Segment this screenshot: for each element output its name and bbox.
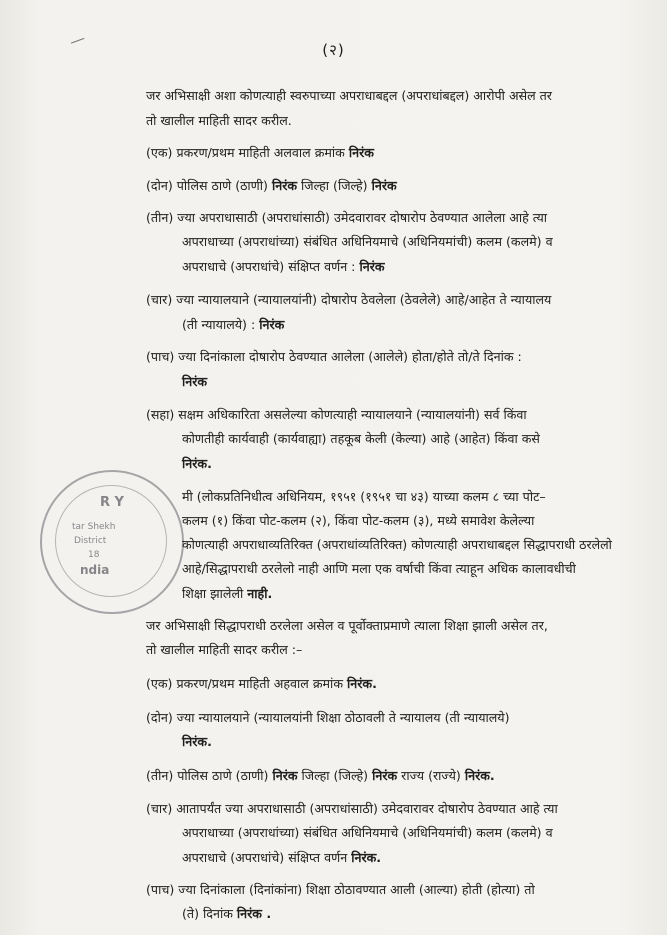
text-segment: तो खालील माहिती सादर करील. <box>146 113 292 128</box>
text-line <box>146 710 510 726</box>
text-line <box>182 906 271 922</box>
text-segment: अपराधाचे (अपराधांचे) संक्षिप्त वर्णन <box>182 850 352 865</box>
text-segment: जर अभिसाक्षी सिद्धापराधी ठरलेला असेल व पूर्वोक्ताप्रमाणे त्याला शिक्षा झाली असेल तर, <box>146 618 548 633</box>
stamp-text-3: District <box>74 536 107 546</box>
text-segment: (तीन) पोलिस ठाणे (ठाणी) <box>146 768 273 783</box>
bold-text: निरंक . <box>236 906 272 921</box>
text-segment: (एक) प्रकरण/प्रथम माहिती अहवाल क्रमांक <box>146 676 347 691</box>
text-segment: (चार) ज्या न्यायालयाने (न्यायालयांनी) दोषारोप ठेवलेला (ठेवलेले) आहे/आहेत ते न्यायालय <box>146 292 552 307</box>
bold-text: निरंक <box>348 145 374 160</box>
text-line <box>182 850 381 866</box>
text-line <box>182 456 212 472</box>
text-line <box>146 882 535 898</box>
text-segment: (ती न्यायालये) : <box>182 317 260 332</box>
text-segment: कलम (१) किंवा पोट-कलम (२), किंवा पोट-कलम (३), मध्ये समावेश केलेल्या <box>182 513 535 528</box>
text-segment: (ते) दिनांक <box>182 906 237 921</box>
text-segment: जिल्हा (जिल्हे) <box>297 768 373 783</box>
text-line <box>182 561 576 577</box>
text-segment: (तीन) ज्या अपराधासाठी (अपराधांसाठी) उमेदवारावर दोषारोप ठेवण्यात आलेला आहे त्या <box>146 210 548 225</box>
bold-text: निरंक. <box>182 734 212 749</box>
text-line <box>146 292 551 308</box>
bold-text: निरंक <box>359 259 385 274</box>
text-line <box>182 537 612 553</box>
text-segment: मी (लोकप्रतिनिधीत्व अधिनियम, १९५१ (१९५१ चा ४३) याच्या कलम ८ च्या पोट– <box>182 489 546 504</box>
text-line <box>182 317 284 333</box>
text-line <box>182 825 553 841</box>
text-line <box>182 586 272 602</box>
text-segment: अपराधाच्या (अपराधांच्या) संबंधित अधिनियमाचे (अधिनियमांची) कलम (कलमे) व <box>182 825 553 840</box>
text-segment: अपराधाच्या (अपराधांच्या) संबंधित अधिनियमाचे (अधिनियमांची) कलम (कलमे) व <box>182 234 553 249</box>
text-segment: जर अभिसाक्षी अशा कोणत्याही स्वरुपाच्या अपराधाबद्दल (अपराधांबद्दल) आरोपी असेल तर <box>146 88 552 103</box>
stamp-text-1: R Y <box>100 495 124 510</box>
stamp-text-4: 18 <box>88 550 100 560</box>
text-line <box>146 407 527 423</box>
page-number: (२) <box>322 41 345 59</box>
text-segment: (पाच) ज्या दिनांकाला दोषारोप ठेवण्यात आलेला (आलेले) होता/होते तो/ते दिनांक : <box>146 349 522 364</box>
text-line <box>182 489 546 505</box>
text-line <box>146 618 548 634</box>
stamp-text-2: tar Shekh <box>72 522 116 532</box>
text-segment: तो खालील माहिती सादर करील :– <box>146 642 303 657</box>
text-segment: (सहा) सक्षम अधिकारिता असलेल्या कोणत्याही न्यायालयाने (न्यायालयांनी) सर्व किंवा <box>146 407 527 422</box>
bold-text: निरंक <box>371 178 397 193</box>
text-segment: (दोन) ज्या न्यायालयाने (न्यायालयांनी शिक्षा ठोठावली ते न्यायालय (ती न्यायालये) <box>146 710 510 725</box>
text-segment: कोणत्याही अपराधाव्यतिरिक्त (अपराधांव्यतिरिक्त) कोणत्याही अपराधाबद्दल सिद्धापराधी ठरलेलो <box>182 537 612 552</box>
text-segment: शिक्षा झालेली <box>182 586 248 601</box>
bold-text: निरंक <box>182 374 208 389</box>
text-segment: आहे/सिद्धापराधी ठरलेलो नाही आणि मला एक वर्षाची किंवा त्याहून अधिक कालावधीची <box>182 561 576 576</box>
text-segment: कोणतीही कार्यवाही (कार्यवाह्या) तहकूब केली (केल्या) आहे (आहेत) किंवा कसे <box>182 431 540 446</box>
bold-text: निरंक <box>271 178 298 193</box>
bold-text: निरंक. <box>347 676 377 691</box>
text-line <box>146 113 292 129</box>
text-segment: (एक) प्रकरण/प्रथम माहिती अलवाल क्रमांक <box>146 145 349 160</box>
bold-text: निरंक <box>372 768 398 783</box>
bold-text: निरंक. <box>464 768 495 783</box>
bold-text: निरंक. <box>351 850 382 865</box>
text-line <box>182 234 553 250</box>
bold-text: निरंक <box>272 768 298 783</box>
text-line <box>182 431 540 447</box>
text-line <box>146 349 522 365</box>
text-line <box>182 734 212 750</box>
text-line <box>182 513 534 529</box>
text-segment: (पाच) ज्या दिनांकाला (दिनांकांना) शिक्षा ठोठावण्यात आली (आल्या) होती (होत्या) तो <box>146 882 535 897</box>
text-segment: अपराधाचे (अपराधांचे) संक्षिप्त वर्णन : <box>182 259 360 274</box>
text-segment: (चार) आतापर्यंत ज्या अपराधासाठी (अपराधांसाठी) उमेदवारावर दोषारोप ठेवण्यात आहे त्या <box>146 801 558 816</box>
bold-text: निरंक. <box>182 456 212 471</box>
text-line <box>146 145 374 161</box>
text-line <box>146 178 397 194</box>
text-segment: जिल्हा (जिल्हे) <box>297 178 372 193</box>
text-segment: (दोन) पोलिस ठाणे (ठाणी) <box>146 178 272 193</box>
bold-text: निरंक <box>259 317 285 332</box>
bold-text: नाही. <box>247 586 273 601</box>
text-line <box>146 768 495 784</box>
stamp-text-5: ndia <box>80 563 110 577</box>
text-segment: राज्य (राज्ये) <box>397 768 465 783</box>
text-line <box>146 676 377 692</box>
text-line <box>146 88 552 104</box>
text-line <box>182 259 385 275</box>
text-line <box>146 210 547 226</box>
text-line <box>146 642 302 658</box>
text-line <box>182 374 207 390</box>
text-line <box>146 801 558 817</box>
